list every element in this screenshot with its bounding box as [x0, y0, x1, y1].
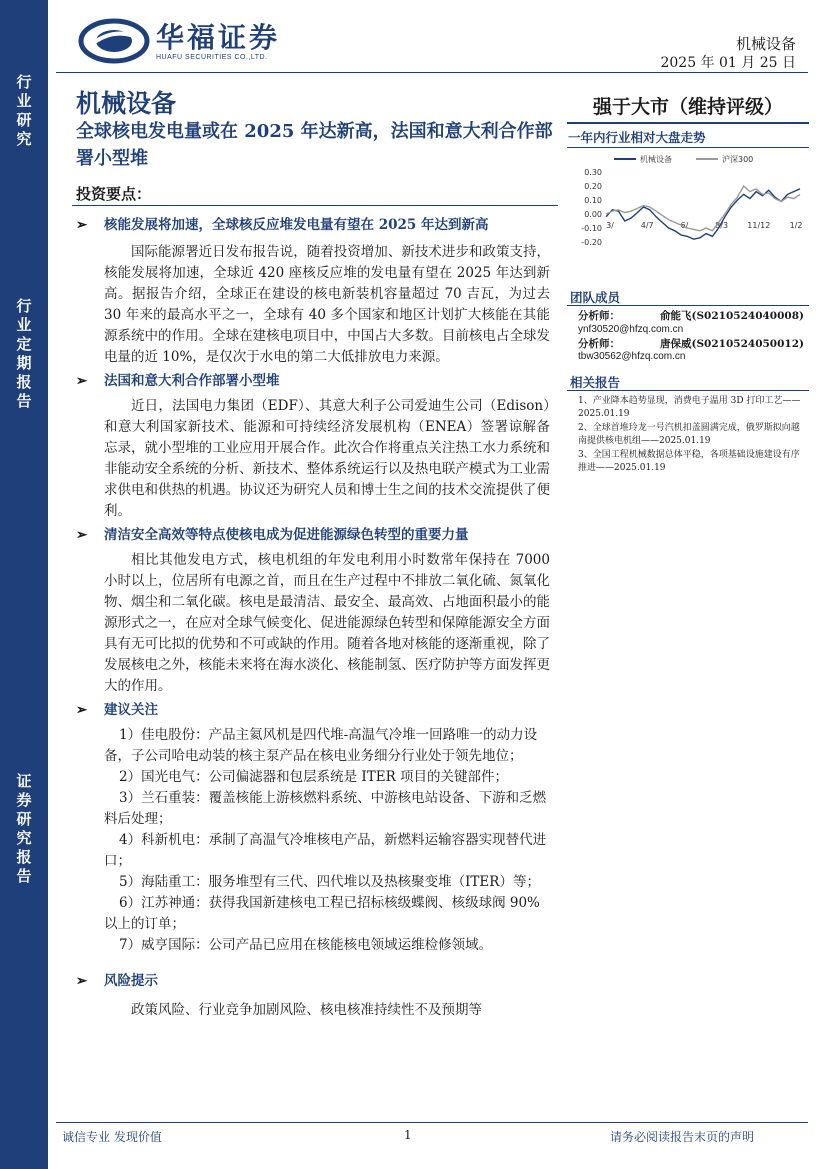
- x-tick-label: 11/12: [747, 221, 771, 231]
- section-paragraph: 近日，法国电力集团（EDF）、其意大利子公司爱迪生公司（Edison）和意大利国家新技术、能源和可持续经济发展机构（ENEA）签署谅解备忘录，就小型堆的工业应用开展合作。此次合作将重点关注热工水力系统和非能动安全系统的分析、新技术、整体系统运行以及热电联产模式为工业需求供电和供热的机遇。协议还为研究人员和博士生之间的技术交流提供了便利。: [104, 398, 550, 519]
- arrow-bullet-icon: ➢: [76, 702, 88, 718]
- sector-title: 机械设备: [76, 89, 177, 118]
- x-tick-label: 3/: [606, 221, 614, 231]
- team-heading: 团队成员: [570, 290, 621, 305]
- legend-label: 沪深300: [722, 155, 754, 164]
- section-heading: [76, 524, 550, 546]
- recommendation-item: 3）兰石重装：覆盖核能上游核燃料系统、中游核电站设备、下游和乏燃料后处理；: [104, 790, 547, 827]
- chart-divider: [567, 147, 809, 148]
- side-label-securities: 证券研究报告: [14, 773, 33, 887]
- analyst-label: 分析师：: [578, 338, 620, 350]
- logo-name-en: HUAFU SECURITIES CO.,LTD.: [156, 53, 268, 61]
- investment-points-heading: 投资要点：: [76, 185, 152, 203]
- section-paragraph: 国际能源署近日发布报告说，随着投资增加、新技术进步和政策支持，核能发展将加速，全球近 420 座核反应堆的发电量有望在 2025 年达到新高。据报告介绍，全球正在建设的核电新装机容量超过 70 吉瓦，为过去 30 年来的最高水平之一，全球有 40 多个国家和地区计划扩大核能在其能源系统中的作用。全球在建核电项目中，中国占大多数。目前核电占全球发电量的近 10%，是仅次于水电的第二大低排放电力来源。: [104, 244, 550, 365]
- footer-divider: [56, 1122, 808, 1123]
- logo-swirl-icon: [78, 17, 150, 65]
- series-line: [606, 189, 800, 239]
- section-paragraph: 政策风险、行业竞争加剧风险、核电核准持续性不及预期等: [131, 1002, 482, 1018]
- report-title: 全球核电发电量或在 2025 年达新高，法国和意大利合作部署小型堆: [76, 121, 553, 169]
- analyst-name: 俞能飞(S0210524040008): [660, 310, 804, 322]
- section-heading: [76, 370, 550, 392]
- side-label-periodic: 行业定期报告: [14, 298, 33, 412]
- header-industry: 机械设备: [735, 35, 796, 53]
- x-tick-label: 4/7: [640, 221, 654, 231]
- related-reports-divider: [567, 390, 809, 391]
- footer-disclaimer: 请务必阅读报告末页的声明: [609, 1130, 754, 1144]
- recommendation-item: 5）海陆重工：服务堆型有三代、四代堆以及热核聚变堆（ITER）等；: [119, 874, 540, 890]
- related-reports-heading: 相关报告: [570, 375, 621, 390]
- y-tick-label: 0.20: [584, 182, 602, 191]
- recommendation-list: [76, 725, 550, 956]
- analyst-email[interactable]: tbw30562@hfzq.com.cn: [578, 351, 686, 362]
- x-tick-label: 1/2: [789, 221, 803, 231]
- arrow-bullet-icon: ➢: [76, 217, 88, 233]
- arrow-bullet-icon: ➢: [76, 373, 88, 389]
- footer-slogan: 诚信专业 发现价值: [62, 1130, 162, 1144]
- x-tick-label: 6/: [680, 221, 689, 231]
- main-column: [76, 212, 550, 1022]
- analyst-row: [578, 308, 804, 323]
- side-label-research: 行业研究: [14, 74, 33, 150]
- team-divider: [567, 305, 809, 306]
- y-tick-label: -0.10: [581, 224, 602, 233]
- related-report-link[interactable]: 2、全球首堆玲龙一号汽机扣盖圆满完成，俄罗斯拟向越南提供核电机组——2025.01.19: [578, 423, 800, 446]
- y-tick-label: -0.20: [581, 238, 602, 247]
- arrow-bullet-icon: ➢: [76, 527, 88, 543]
- x-tick-label: 8/3: [715, 221, 729, 231]
- y-tick-label: 0.10: [584, 196, 602, 205]
- related-report-link[interactable]: 1、产业降本趋势显现，消费电子温用 3D 打印工艺——2025.01.19: [578, 396, 801, 419]
- section-heading-text: 清洁安全高效等特点使核电成为促进能源绿色转型的重要力量: [104, 527, 469, 543]
- section-heading-text: 建议关注: [104, 702, 158, 718]
- relative-performance-chart: [572, 150, 806, 272]
- section-heading-text: 法国和意大利合作部署小型堆: [104, 373, 280, 389]
- section-heading-text: 核能发展将加速，全球核反应堆发电量有望在 2025 年达到新高: [104, 217, 489, 233]
- recommendation-item: 4）科新机电：承制了高温气冷堆核电产品，新燃料运输容器实现替代进口；: [104, 832, 547, 869]
- analyst-row: [578, 336, 804, 351]
- chart-title: 一年内行业相对大盘走势: [568, 130, 706, 145]
- header-date: 2025 年 01 月 25 日: [660, 55, 796, 71]
- header-divider: [56, 72, 808, 73]
- arrow-bullet-icon: ➢: [76, 973, 88, 989]
- analyst-name: 唐保威(S0210524050012): [660, 338, 804, 350]
- company-logo: [78, 16, 280, 66]
- analyst-label: 分析师：: [578, 310, 620, 322]
- recommendation-item: 1）佳电股份：产品主氦风机是四代堆-高温气冷堆一回路唯一的动力设备，子公司哈电动装的核主泵产品在核电业务细分行业处于领先地位；: [104, 727, 538, 764]
- analyst-email[interactable]: ynf30520@hfzq.com.cn: [578, 324, 684, 335]
- logo-name-cn: 华福证券: [156, 20, 281, 54]
- section-heading: [76, 970, 550, 992]
- recommendation-item: 7）威亨国际：公司产品已应用在核能核电领域运维检修领域。: [119, 937, 493, 953]
- y-tick-label: 0.30: [584, 168, 602, 177]
- section-heading: [76, 214, 550, 236]
- recommendation-item: 2）国光电气：公司偏滤器和包层系统是 ITER 项目的关键部件；: [119, 769, 509, 785]
- rating-label: 强于大市（维持评级）: [592, 96, 783, 118]
- related-report-link[interactable]: 3、全国工程机械数据总体平稳，各项基础设施建设有序推进——2025.01.19: [578, 450, 800, 473]
- section-heading-text: 风险提示: [104, 973, 158, 989]
- section-heading: [76, 699, 550, 721]
- rating-divider: [567, 122, 809, 124]
- recommendation-item: 6）江苏神通：获得我国新建核电工程已招标核级蝶阀、核级球阀 90%以上的订单；: [104, 895, 540, 932]
- y-tick-label: 0.00: [584, 210, 602, 219]
- investment-points-divider: [72, 205, 558, 206]
- side-bar: [0, 0, 48, 1169]
- section-paragraph: 相比其他发电方式，核电机组的年发电利用小时数常年保持在 7000 小时以上，位居所有电源之首，而且在生产过程中不排放二氧化硫、氮氧化物、烟尘和二氧化碳。核电是最清洁、最安全、最高效、占地面积最小的能源形式之一，在应对全球气候变化、促进能源绿色转型和保障能源安全方面具有无可比拟的优势和不可或缺的作用。随着各地对核能的逐渐重视，除了发展核电之外，核能未来将在海水淡化、核能制氢、医疗防护等方面发挥更大的作用。: [104, 552, 550, 694]
- legend-label: 机械设备: [640, 155, 672, 164]
- page-number: 1: [404, 1128, 412, 1142]
